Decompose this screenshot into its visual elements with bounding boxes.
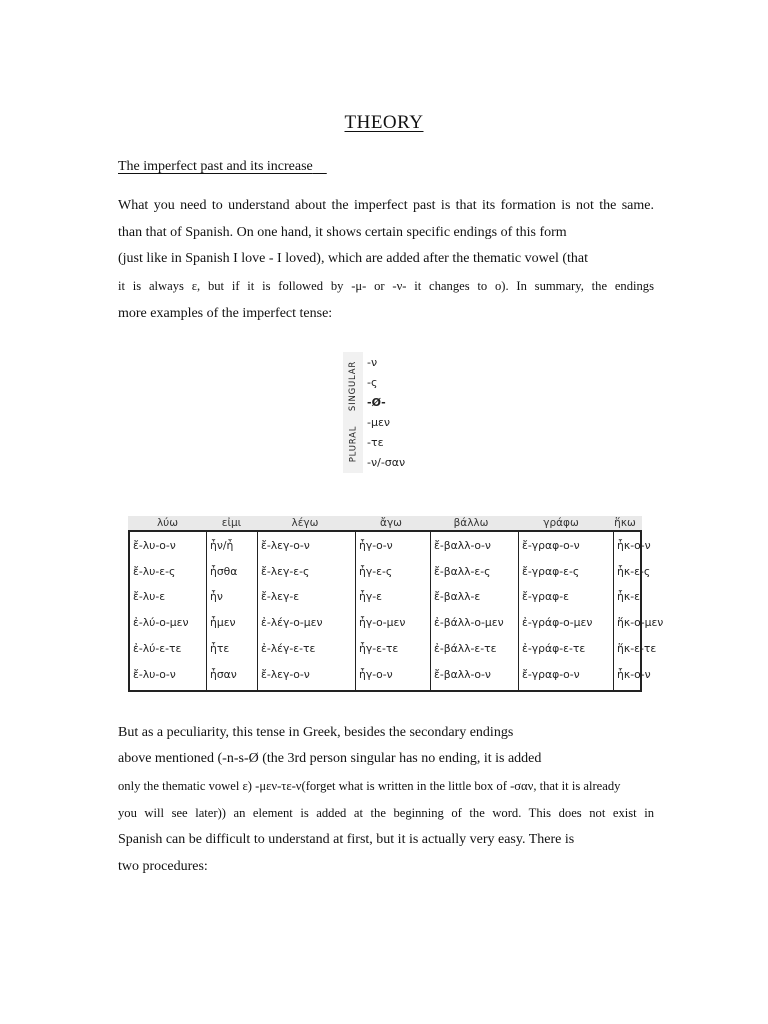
- intro-line-2: than that of Spanish. On one hand, it shows certain specific endings of this form: [118, 225, 567, 240]
- header-cell: εἰμι: [221, 517, 242, 529]
- body-line-2: above mentioned (-n-s-Ø (the 3rd person singular has no ending, it is added: [118, 751, 542, 766]
- table-cell: ἔ-λυ-ο-ν: [133, 668, 176, 681]
- table-cell: ἔ-γραφ-ο-ν: [522, 668, 580, 681]
- conjugation-table: [128, 516, 664, 692]
- table-cell: ἦγ-ο-ν: [359, 539, 393, 552]
- table-cell: ἔ-βαλλ-ε: [434, 590, 481, 603]
- table-cell: ἔ-λυ-ε-ς: [133, 565, 176, 578]
- ending-1pl: -μεν: [367, 416, 391, 429]
- table-cell: ἔ-λεγ-ο-ν: [261, 668, 310, 681]
- table-column: [431, 532, 519, 690]
- table-cell: ἧκ-ο-ν: [617, 668, 651, 681]
- table-cell: ἦγ-ε-τε: [359, 642, 399, 655]
- table-cell: ἐ-λύ-ο-μεν: [133, 616, 189, 629]
- table-body: [128, 530, 664, 692]
- header-cell: λύω: [156, 517, 179, 529]
- table-cell: ἦγ-ο-ν: [359, 668, 393, 681]
- header-cell: ἥκω: [614, 517, 636, 529]
- table-cell: ἦσθα: [210, 565, 238, 578]
- table-cell: ἦν/ἦ: [210, 539, 234, 552]
- body-line-4: you will see later)) an element is added at the beginning of the word. This does not exist in: [118, 806, 654, 820]
- table-cell: ἦμεν: [210, 616, 236, 629]
- section-subtitle: The imperfect past and its increase: [118, 159, 313, 174]
- plural-label: PLURAL: [348, 425, 359, 463]
- body-line-5: Spanish can be difficult to understand at first, but it is actually very easy. There is: [118, 832, 575, 847]
- table-cell: ἔ-λυ-ο-ν: [133, 539, 176, 552]
- table-cell: ἔ-λεγ-ο-ν: [261, 539, 310, 552]
- table-column: [356, 532, 431, 690]
- table-cell: ἧκ-ε-ς: [617, 565, 651, 578]
- table-cell: ἥκ-ο-μεν: [617, 616, 664, 629]
- table-cell: ἐ-βάλλ-ο-μεν: [434, 616, 504, 629]
- table-cell: ἔ-γραφ-ο-ν: [522, 539, 580, 552]
- table-cell: ἐ-λύ-ε-τε: [133, 642, 182, 655]
- table-cell: ἐ-γράφ-ε-τε: [522, 642, 586, 655]
- table-cell: ἔ-λεγ-ε: [261, 590, 300, 603]
- table-cell: ἔ-γραφ-ε-ς: [522, 565, 580, 578]
- table-cell: ἧκ-ε: [617, 590, 640, 603]
- table-column: [130, 532, 207, 690]
- endings-box: [343, 352, 421, 473]
- table-column: [207, 532, 258, 690]
- header-cell: γράφω: [543, 517, 579, 529]
- ending-2pl: -τε: [367, 436, 384, 449]
- table-cell: ἔ-βαλλ-ε-ς: [434, 565, 491, 578]
- page-title: THEORY: [344, 112, 424, 133]
- table-cell: ἦγ-ε: [359, 590, 382, 603]
- table-cell: ἐ-λέγ-ε-τε: [261, 642, 316, 655]
- header-cell: βάλλω: [453, 517, 489, 529]
- table-cell: ἥκ-ε-τε: [617, 642, 657, 655]
- table-cell: ἔ-γραφ-ε: [522, 590, 569, 603]
- table-cell: ἔ-βαλλ-ο-ν: [434, 539, 491, 552]
- table-cell: ἦσαν: [210, 668, 237, 681]
- table-cell: ἔ-λεγ-ε-ς: [261, 565, 310, 578]
- ending-3sg: -Ø-: [367, 396, 386, 409]
- table-cell: ἐ-βάλλ-ε-τε: [434, 642, 497, 655]
- table-cell: ἦγ-ο-μεν: [359, 616, 406, 629]
- intro-line-5: more examples of the imperfect tense:: [118, 306, 333, 321]
- intro-line-1: What you need to understand about the imperfect past is that its formation is not the same.: [118, 198, 654, 213]
- header-cell: ἄγω: [380, 517, 402, 529]
- ending-3pl: -ν/-σαν: [367, 456, 406, 469]
- table-cell: ἐ-λέγ-ο-μεν: [261, 616, 323, 629]
- body-line-3: only the thematic vowel ε) -μεν-τε-ν(forget what is written in the little box of -σαν, that it is already: [118, 779, 621, 793]
- ending-1sg: -ν: [367, 356, 378, 369]
- header-cell: λέγω: [291, 517, 319, 529]
- table-header-row: [128, 516, 642, 530]
- ending-2sg: -ς: [367, 376, 378, 389]
- body-line-1: But as a peculiarity, this tense in Greek, besides the secondary endings: [118, 725, 514, 740]
- singular-label: SINGULAR: [348, 360, 358, 412]
- table-column: [519, 532, 614, 690]
- table-cell: ἐ-γράφ-ο-μεν: [522, 616, 593, 629]
- table-cell: ἔ-βαλλ-ο-ν: [434, 668, 491, 681]
- table-cell: ἔ-λυ-ε: [133, 590, 166, 603]
- table-cell: ἦτε: [210, 642, 230, 655]
- intro-line-3: (just like in Spanish I love - I loved), which are added after the thematic vowel (that: [118, 251, 589, 266]
- table-cell: ἦν: [210, 590, 223, 603]
- table-column: [614, 532, 664, 690]
- body-line-6: two procedures:: [118, 859, 208, 874]
- table-cell: ἧκ-ο-ν: [617, 539, 651, 552]
- table-cell: ἦγ-ε-ς: [359, 565, 393, 578]
- intro-line-4: it is always ε, but if it is followed by -μ- or -ν- it changes to o). In summary, the endings: [118, 279, 654, 293]
- table-column: [258, 532, 356, 690]
